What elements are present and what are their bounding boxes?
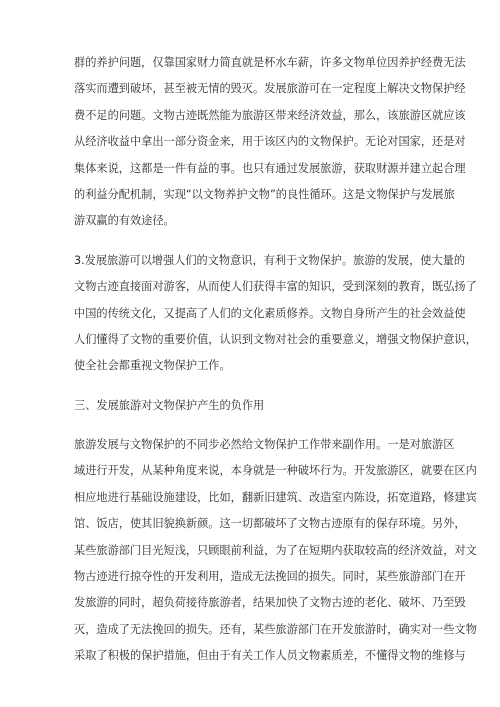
text-line: 发旅游的同时，超负荷接待旅游者，结果加快了文物古迹的老化、破坏、乃至毁 <box>74 596 466 610</box>
text-line: 从经济收益中拿出一部分资金来，用于该区内的文物保护。无论对国家，还是对 <box>74 135 466 149</box>
paragraph-funding <box>74 50 466 235</box>
text-line: 物古迹进行掠夺性的开发利用，造成无法挽回的损失。同时，某些旅游部门在开 <box>74 570 466 584</box>
text-line: 费不足的问题。文物古迹既然能为旅游区带来经济效益，那么，该旅游区就应该 <box>74 108 466 122</box>
text-line: 灭，造成了无法挽回的损失。还有，某些旅游部门在开发旅游时，确实对一些文物 <box>74 622 477 636</box>
text-line: 3.发展旅游可以增强人们的文物意识，有利于文物保护。旅游的发展，使大量的 <box>74 253 466 267</box>
text-line: 文物古迹直接面对游客，从而使人们获得丰富的知识，受到深刻的教育，既弘扬了 <box>74 280 477 294</box>
paragraph-awareness <box>74 248 477 380</box>
text-line: 人们懂得了文物的重要价值，认识到文物对社会的重要意义，增强文物保护意识， <box>74 332 477 346</box>
text-line: 某些旅游部门目光短浅，只顾眼前利益，为了在短期内获取较高的经济效益，对文 <box>74 543 477 557</box>
document-page <box>74 50 477 670</box>
text-line: 游双赢的有效途径。 <box>74 214 175 228</box>
text-line: 中国的传统文化，又提高了人们的文化素质修养。文物自身所产生的社会效益使 <box>74 306 466 320</box>
text-line: 域进行开发，从某种角度来说，本身就是一种破坏行为。开发旅游区，就要在区内 <box>74 464 477 478</box>
text-line: 相应地进行基础设施建设，比如，翻新旧建筑、改造室内陈设，拓宽道路，修建宾 <box>74 490 477 504</box>
text-line: 集体来说，这都是一件有益的事。也只有通过发展旅游，获取财源并建立起合理 <box>74 161 466 175</box>
paragraph-negative-effects <box>74 432 477 670</box>
text-line: 群的养护问题，仅靠国家财力简直就是杯水车薪，许多文物单位因养护经费无法 <box>74 56 466 69</box>
text-line: 旅游发展与文物保护的不同步必然给文物保护工作带来副作用。一是对旅游区 <box>74 438 455 452</box>
text-line: 馆、饭店，使其旧貌换新颜。这一切都破坏了文物古迹原有的保存环境。另外， <box>74 517 466 531</box>
section-heading: 三、发展旅游对文物保护产生的负作用 <box>74 398 265 412</box>
text-line: 落实而遭到破坏，甚至被无情的毁灭。发展旅游可在一定程度上解决文物保护经 <box>74 82 466 96</box>
text-line: 使全社会都重视文物保护工作。 <box>74 359 231 373</box>
text-line: 采取了积极的保护措施，但由于有关工作人员文物素质差，不懂得文物的维修与 <box>74 649 466 663</box>
text-line: 的利益分配机制，实现“以文物养护文物”的良性循环。这是文物保护与发展旅 <box>74 187 455 201</box>
